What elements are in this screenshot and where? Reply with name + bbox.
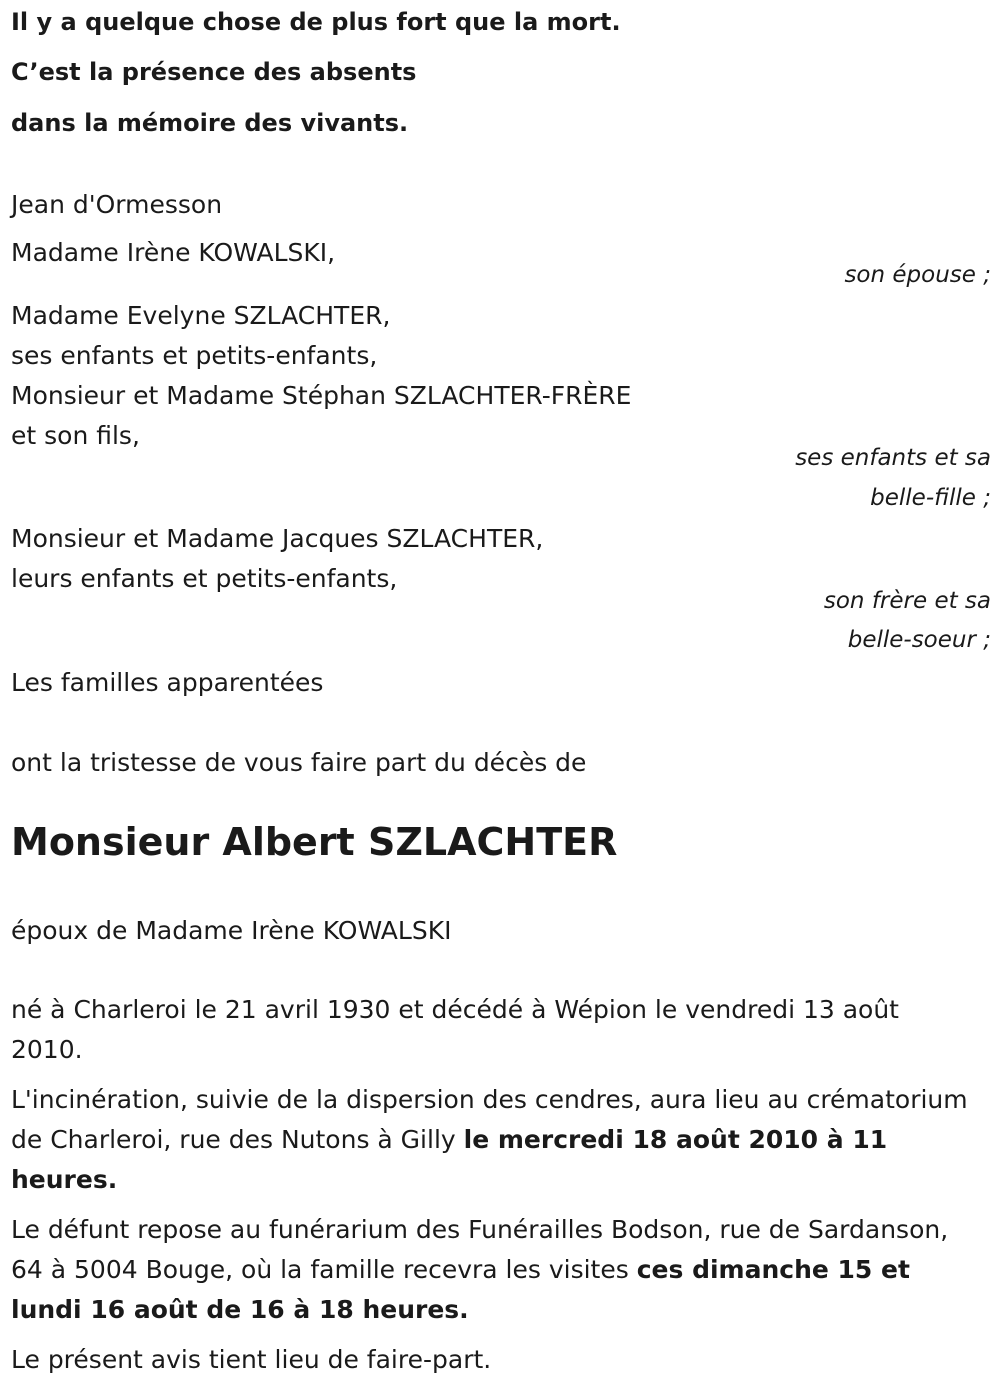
brother-line-1: Monsieur et Madame Jacques SZLACHTER, (11, 524, 544, 553)
visitation-times: ces dimanche 15 et lundi 16 août de 16 à 18 heures. (11, 1255, 910, 1324)
brother-line-2: leurs enfants et petits-enfants, (11, 564, 398, 593)
quote-author: Jean d'Ormesson (11, 190, 223, 219)
birth-death-paragraph: né à Charleroi le 21 avril 1930 et décédé à Wépion le vendredi 13 août 2010. (11, 995, 899, 1064)
cremation-text: L'incinération, suivie de la dispersion des cendres, aura lieu au crématorium de Charleroi, rue des Nutons à Gilly (11, 1085, 968, 1154)
obituary-page (11, 0, 991, 1395)
children-role-line-2: belle-fille ; (870, 485, 991, 511)
children-line-3: Monsieur et Madame Stéphan SZLACHTER-FRÈRE (11, 381, 632, 410)
quote-line-3: dans la mémoire des vivants. (11, 109, 409, 137)
deceased-name: Monsieur Albert SZLACHTER (11, 820, 618, 864)
wife-name: Madame Irène KOWALSKI, (11, 238, 336, 267)
visitation-paragraph (11, 1210, 971, 1330)
related-families: Les familles apparentées (11, 668, 324, 697)
closing-note: Le présent avis tient lieu de faire-part. (11, 1345, 492, 1374)
cremation-paragraph (11, 1080, 971, 1200)
brother-role-line-1: son frère et sa (823, 588, 991, 614)
children-line-2: ses enfants et petits-enfants, (11, 341, 378, 370)
wife-role: son épouse ; (844, 262, 991, 288)
quote-line-2: C’est la présence des absents (11, 58, 417, 86)
cremation-date: le mercredi 18 août 2010 à 11 heures. (11, 1125, 888, 1194)
visitation-text: Le défunt repose au funérarium des Funérailles Bodson, rue de Sardanson, 64 à 5004 Bouge, où la famille recevra les visites (11, 1215, 949, 1284)
children-role-line-1: ses enfants et sa (795, 445, 991, 471)
children-line-4: et son fils, (11, 421, 140, 450)
deceased-spouse: époux de Madame Irène KOWALSKI (11, 916, 452, 945)
brother-role-line-2: belle-soeur ; (847, 627, 991, 653)
announcement: ont la tristesse de vous faire part du décès de (11, 748, 587, 777)
quote-line-1: Il y a quelque chose de plus fort que la mort. (11, 8, 621, 36)
children-line-1: Madame Evelyne SZLACHTER, (11, 301, 391, 330)
